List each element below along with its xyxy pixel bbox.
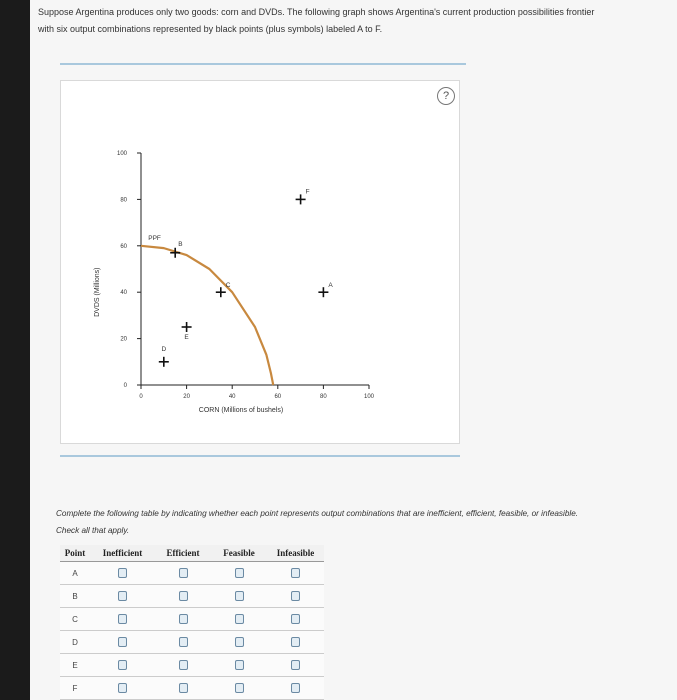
infeasible-checkbox[interactable] — [291, 660, 300, 670]
row-point-label: C — [60, 608, 90, 631]
table-row — [60, 654, 324, 677]
row-point-label: A — [60, 562, 90, 585]
infeasible-checkbox[interactable] — [291, 683, 300, 693]
y-tick-label: 80 — [120, 197, 127, 204]
efficient-checkbox[interactable] — [179, 660, 188, 670]
table-row — [60, 608, 324, 631]
y-tick-label: 100 — [116, 151, 127, 157]
x-tick-label: 20 — [183, 394, 190, 400]
feasible-checkbox[interactable] — [235, 637, 244, 647]
help-icon[interactable]: ? — [437, 87, 455, 105]
efficient-checkbox[interactable] — [179, 591, 188, 601]
y-tick-label: 20 — [120, 336, 127, 343]
x-tick-label: 40 — [228, 394, 236, 400]
graph-panel — [60, 80, 460, 444]
row-point-label: B — [60, 585, 90, 608]
y-tick-label: 60 — [120, 243, 127, 250]
point-d-label: D — [161, 345, 167, 353]
inefficient-checkbox[interactable] — [118, 683, 127, 693]
x-tick-label: 60 — [274, 394, 282, 400]
table-row — [60, 562, 324, 585]
feasible-checkbox[interactable] — [235, 568, 244, 578]
infeasible-checkbox[interactable] — [291, 568, 300, 578]
question-intro — [38, 4, 594, 38]
ppf-chart — [61, 81, 459, 443]
y-tick-label: 40 — [120, 290, 127, 297]
ppf-curve — [141, 246, 273, 385]
point-e-label: E — [184, 334, 189, 341]
point-f-label: F — [305, 188, 310, 196]
header-feasible: Feasible — [211, 545, 267, 562]
header-inefficient: Inefficient — [90, 545, 155, 562]
point-a-label: A — [328, 282, 333, 290]
instructions-line-1: Complete the following table by indicating whether each point represents output combinations that are inefficient, efficient, feasible, or infeasible. — [56, 509, 579, 518]
x-tick-label: 80 — [320, 394, 327, 400]
feasible-checkbox[interactable] — [235, 683, 244, 693]
x-axis-title: CORN (Millions of bushels) — [198, 407, 284, 414]
ppf-label: PPF — [148, 235, 161, 243]
question-page — [30, 0, 677, 700]
x-tick-label: 0 — [139, 394, 143, 400]
y-tick-label: 0 — [123, 383, 127, 389]
intro-line-1: Suppose Argentina produces only two goods: corn and DVDs. The following graph shows Argentina's current production possibilities frontier — [38, 7, 595, 17]
efficient-checkbox[interactable] — [179, 683, 188, 693]
table-row — [60, 585, 324, 608]
answer-table — [60, 545, 324, 700]
point-c-label: C — [225, 282, 231, 290]
row-point-label: F — [60, 677, 90, 700]
header-infeasible: Infeasible — [267, 545, 324, 562]
y-axis-title: DVDS (Millions) — [94, 267, 101, 317]
row-point-label: D — [60, 631, 90, 654]
inefficient-checkbox[interactable] — [118, 568, 127, 578]
infeasible-checkbox[interactable] — [291, 614, 300, 624]
efficient-checkbox[interactable] — [179, 568, 188, 578]
feasible-checkbox[interactable] — [235, 614, 244, 624]
table-row — [60, 677, 324, 700]
instructions-line-2: Check all that apply. — [56, 526, 130, 535]
feasible-checkbox[interactable] — [235, 591, 244, 601]
table-header-row — [60, 545, 324, 562]
intro-line-2: with six output combinations represented by black points (plus symbols) labeled A to F. — [38, 24, 383, 34]
inefficient-checkbox[interactable] — [118, 660, 127, 670]
header-efficient: Efficient — [155, 545, 211, 562]
inefficient-checkbox[interactable] — [118, 614, 127, 624]
inefficient-checkbox[interactable] — [118, 637, 127, 647]
efficient-checkbox[interactable] — [179, 637, 188, 647]
x-tick-label: 100 — [363, 394, 375, 400]
divider-top — [60, 63, 466, 65]
row-point-label: E — [60, 654, 90, 677]
table-row — [60, 631, 324, 654]
efficient-checkbox[interactable] — [179, 614, 188, 624]
feasible-checkbox[interactable] — [235, 660, 244, 670]
infeasible-checkbox[interactable] — [291, 591, 300, 601]
inefficient-checkbox[interactable] — [118, 591, 127, 601]
point-b-label: B — [178, 240, 183, 248]
divider-bottom — [60, 455, 460, 457]
header-point: Point — [60, 545, 90, 562]
table-instructions — [56, 505, 578, 539]
infeasible-checkbox[interactable] — [291, 637, 300, 647]
